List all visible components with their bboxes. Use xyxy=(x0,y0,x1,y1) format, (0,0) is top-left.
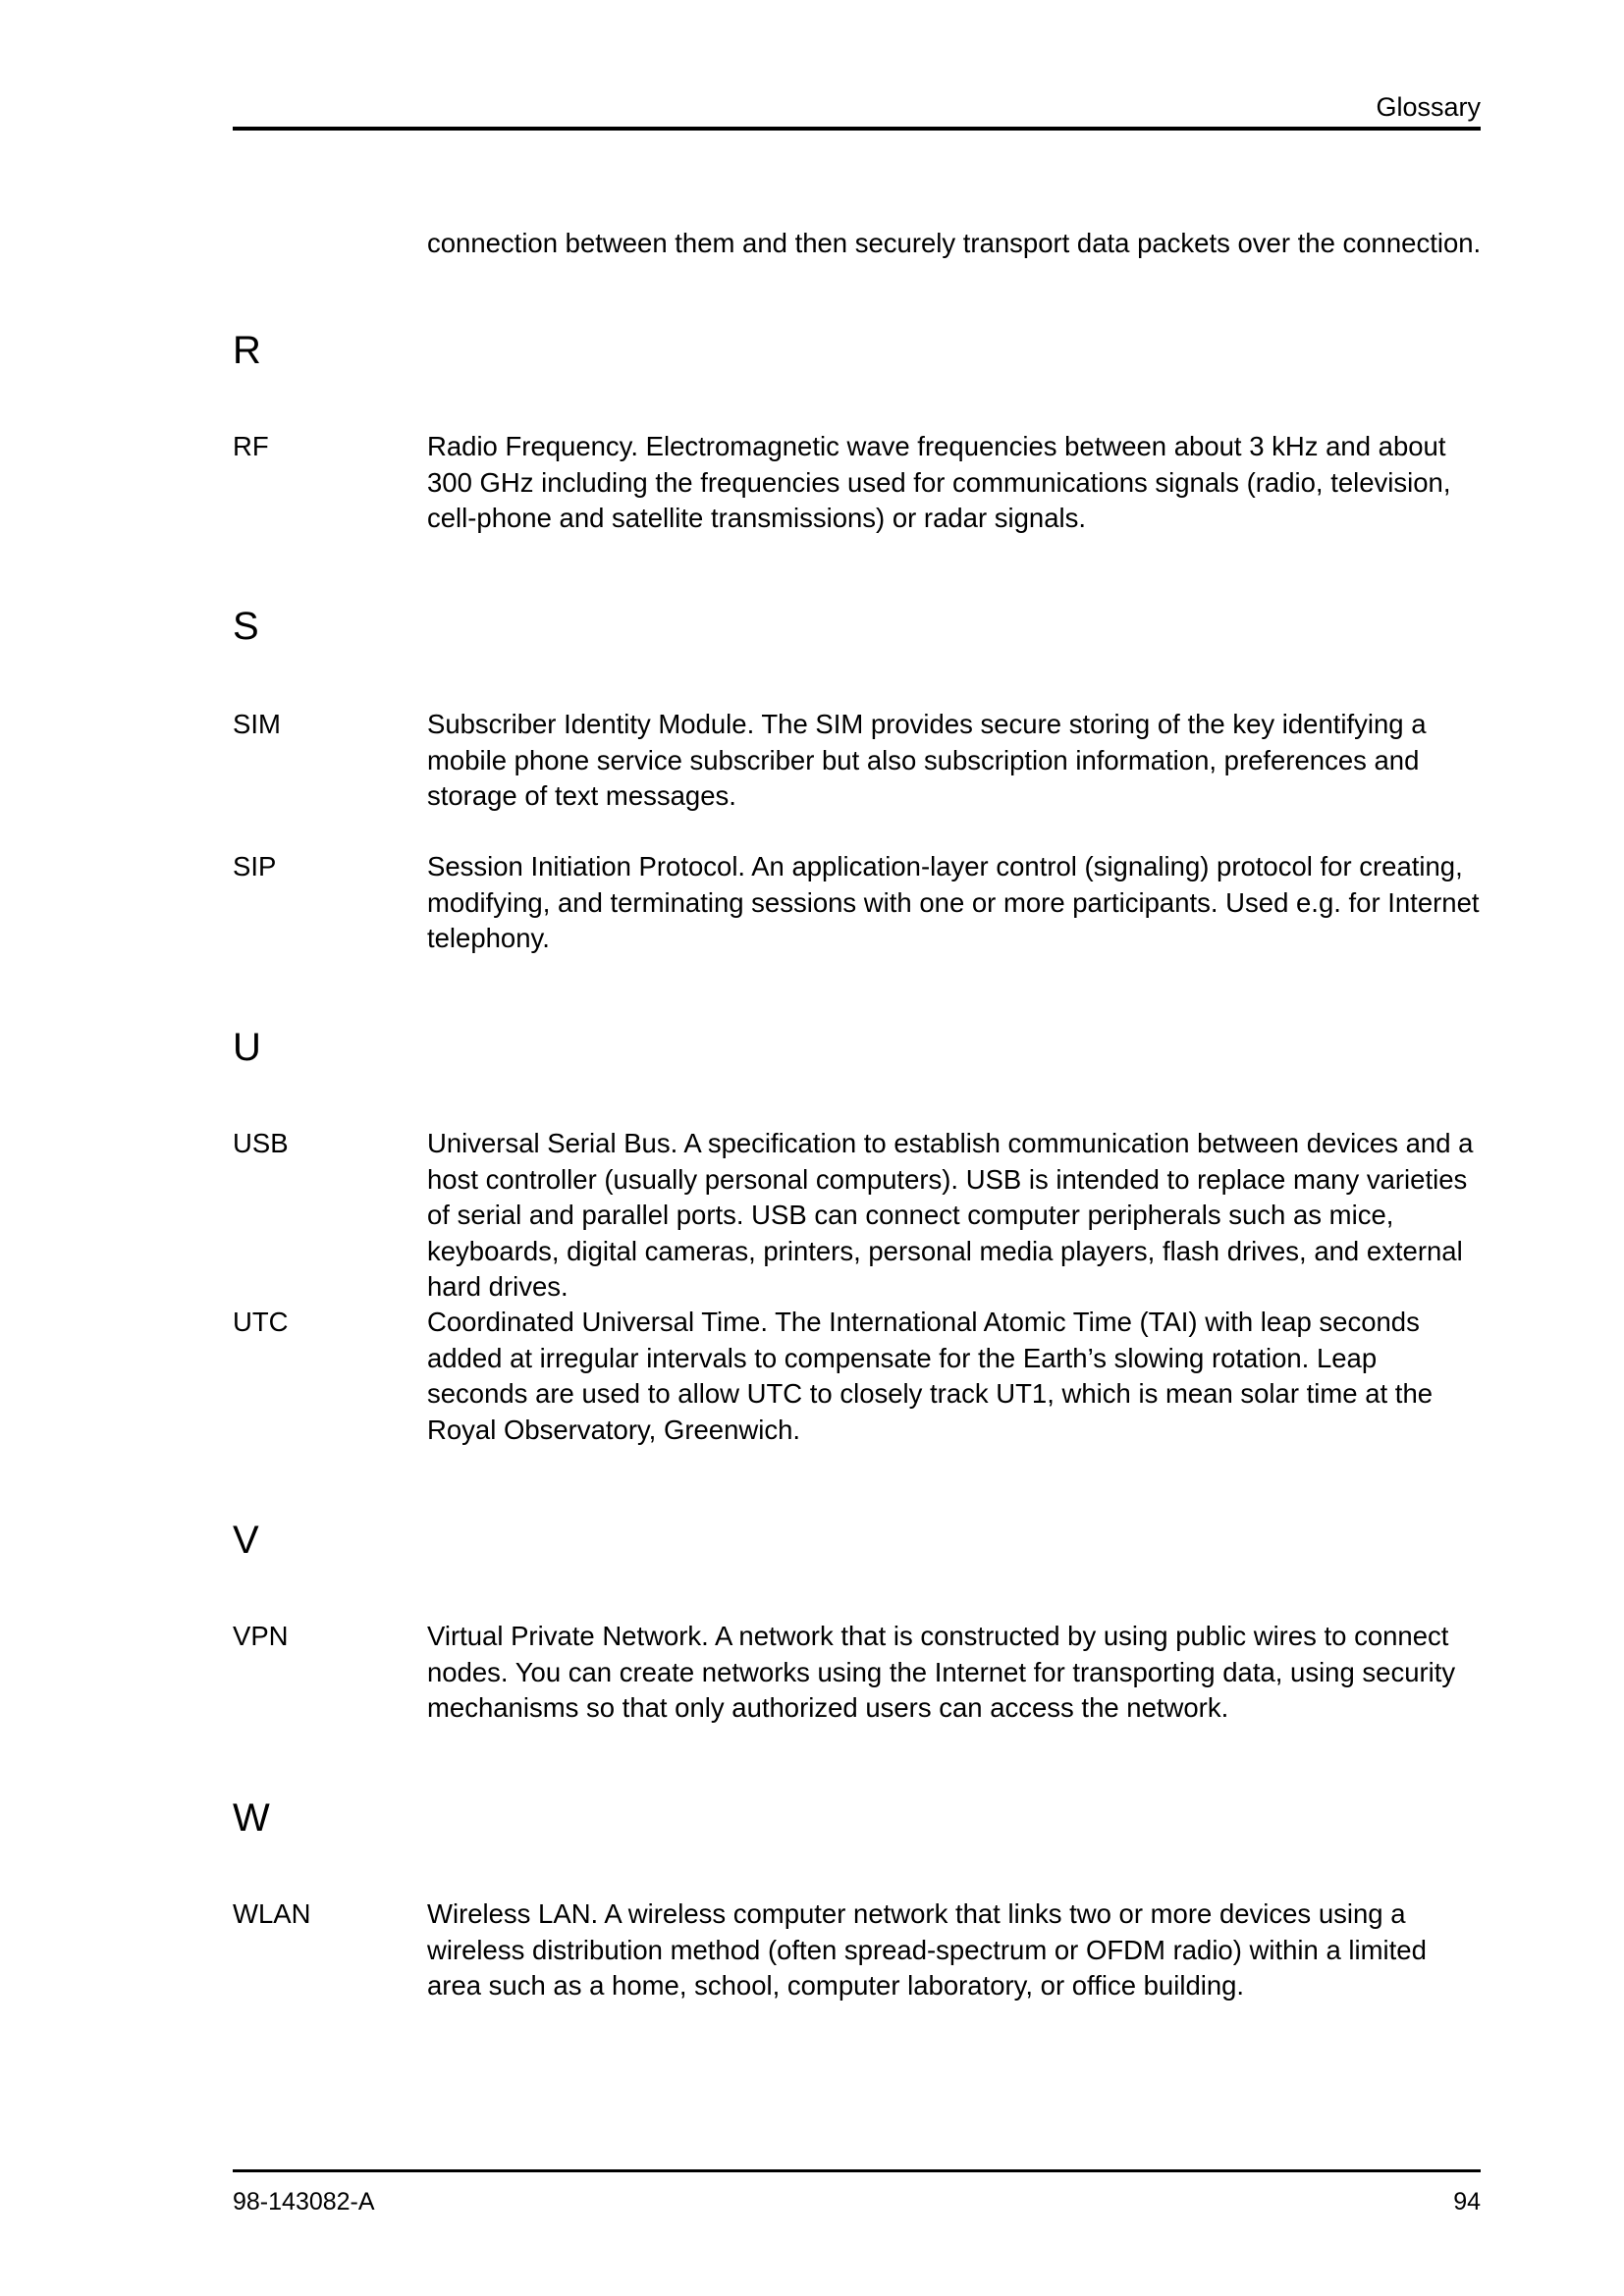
section-letter-v: V xyxy=(233,1519,259,1562)
glossary-entry-rf xyxy=(233,429,1483,537)
header-title: Glossary xyxy=(1376,92,1481,122)
glossary-entry-usb xyxy=(233,1126,1483,1306)
definition-rf: Radio Frequency. Electromagnetic wave frequencies between about 3 kHz and about 300 GHz including the frequencies used for communications signals (radio, television, cell-phone and satellite transmissions) or radar signals. xyxy=(427,431,1451,533)
intro-text: connection between them and then securely transport data packets over the connection. xyxy=(427,228,1482,258)
section-letter-u: U xyxy=(233,1026,261,1069)
section-letter-w: W xyxy=(233,1796,270,1840)
header-rule xyxy=(233,127,1481,131)
glossary-entry-wlan xyxy=(233,1896,1483,2004)
definition-vpn: Virtual Private Network. A network that is constructed by using public wires to connect nodes. You can create networks using the Internet for transporting data, using security mechanisms so that only authorized users can access the network. xyxy=(427,1621,1456,1723)
term-usb: USB xyxy=(233,1128,289,1158)
section-letter-r: R xyxy=(233,329,261,372)
section-letter-s: S xyxy=(233,605,259,648)
term-sip: SIP xyxy=(233,851,277,881)
glossary-entry-sip xyxy=(233,849,1483,957)
definition-usb: Universal Serial Bus. A specification to establish communication between devices and a host controller (usually personal computers). USB is intended to replace many varieties of serial and parallel ports. USB can connect computer peripherals such as mice, keyboards, digital cameras, printers, personal media players, flash drives, and external hard drives. xyxy=(427,1128,1474,1302)
term-rf: RF xyxy=(233,431,269,461)
term-wlan: WLAN xyxy=(233,1898,311,1929)
term-utc: UTC xyxy=(233,1307,289,1337)
term-vpn: VPN xyxy=(233,1621,289,1651)
definition-sim: Subscriber Identity Module. The SIM provides secure storing of the key identifying a mobile phone service subscriber but also subscription information, preferences and storage of text messages. xyxy=(427,709,1427,811)
glossary-entry-vpn xyxy=(233,1619,1483,1727)
page-number: 94 xyxy=(1453,2188,1481,2216)
footer-rule xyxy=(233,2169,1481,2172)
glossary-entry-sim xyxy=(233,707,1483,815)
document-code: 98-143082-A xyxy=(233,2188,375,2216)
definition-wlan: Wireless LAN. A wireless computer network that links two or more devices using a wireless distribution method (often spread-spectrum or OFDM radio) within a limited area such as a home, school, computer laboratory, or office building. xyxy=(427,1898,1427,2001)
definition-sip: Session Initiation Protocol. An application-layer control (signaling) protocol for creating, modifying, and terminating sessions with one or more participants. Used e.g. for Internet telephony. xyxy=(427,851,1480,953)
definition-utc: Coordinated Universal Time. The International Atomic Time (TAI) with leap seconds added at irregular intervals to compensate for the Earth’s slowing rotation. Leap seconds are used to allow UTC to closely track UT1, which is mean solar time at the Royal Observatory, Greenwich. xyxy=(427,1307,1434,1445)
term-sim: SIM xyxy=(233,709,281,739)
glossary-entry-utc xyxy=(233,1305,1483,1448)
